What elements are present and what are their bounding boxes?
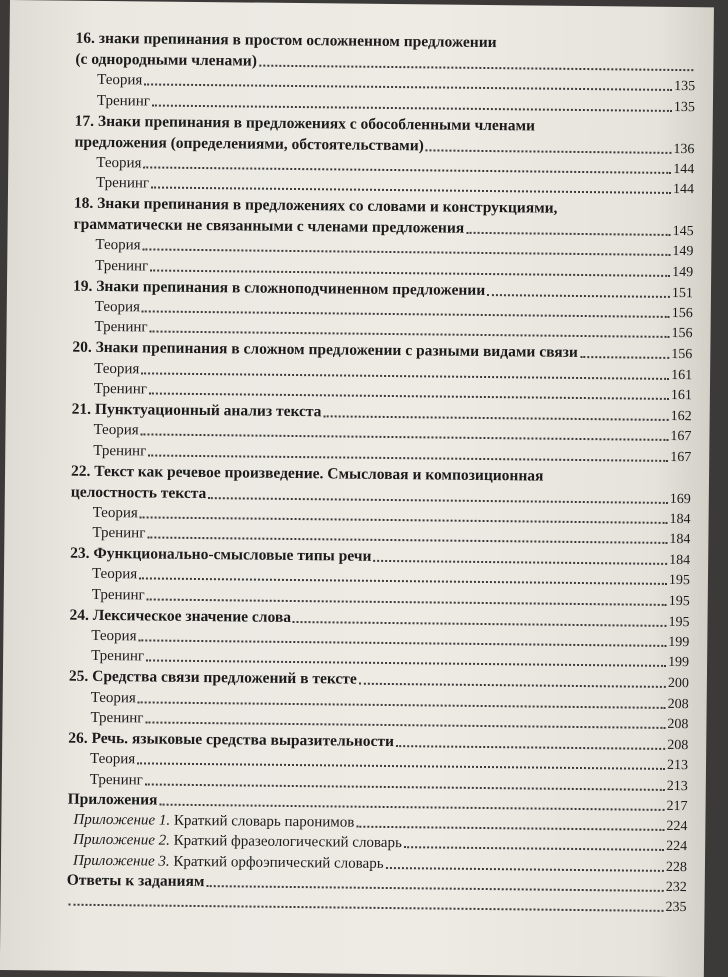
page-number: 151 bbox=[671, 285, 694, 301]
dot-leader bbox=[373, 560, 667, 565]
page-number: 135 bbox=[674, 79, 696, 95]
toc-chapter-title: 18. Знаки препинания в предложениях со словами и конструкциями, bbox=[73, 194, 558, 217]
page-number: 156 bbox=[671, 326, 693, 342]
toc-chapter-title: 22. Текст как речевое произведение. Смысловая и композиционная bbox=[70, 462, 544, 485]
appendix-number: Приложение 1. bbox=[73, 811, 171, 829]
page-number: 167 bbox=[670, 429, 692, 445]
page-number: 195 bbox=[668, 593, 690, 609]
page-number: 199 bbox=[668, 655, 690, 671]
page-number: 161 bbox=[670, 387, 692, 404]
toc-subsection-title: Теория bbox=[94, 360, 140, 378]
page-number: 136 bbox=[673, 141, 695, 157]
toc-subsection-title: Теория bbox=[97, 72, 143, 89]
dot-leader bbox=[386, 867, 664, 872]
toc-subsection-title: Тренинг bbox=[93, 442, 147, 460]
toc-subsection-title: Теория bbox=[91, 627, 137, 645]
appendix-number: Приложение 2. bbox=[73, 832, 170, 850]
toc-subsection-title: Теория bbox=[93, 422, 139, 439]
toc-subsection-title: Теория bbox=[94, 298, 141, 316]
dot-leader bbox=[580, 356, 670, 359]
toc-subsection-title: Тренинг bbox=[96, 92, 151, 110]
page-number: 149 bbox=[672, 264, 694, 280]
page-number: 145 bbox=[672, 224, 694, 240]
page-number: 195 bbox=[668, 614, 690, 630]
page-number: 144 bbox=[672, 182, 695, 198]
page-number: 162 bbox=[670, 408, 692, 425]
toc-section-title: Ответы к заданиям bbox=[66, 871, 205, 891]
toc-subsection-title: Тренинг bbox=[95, 257, 149, 275]
toc-subsection-title: Тренинг bbox=[90, 709, 144, 727]
toc-chapter-title: целостность текста bbox=[70, 483, 207, 502]
page-number: 195 bbox=[668, 573, 691, 589]
toc-chapter-title: предложения (определениями, обстоятельствами) bbox=[74, 133, 424, 154]
dot-leader bbox=[487, 294, 670, 298]
page-number: 213 bbox=[666, 778, 688, 794]
dot-leader bbox=[359, 683, 666, 688]
page-number: 224 bbox=[666, 819, 688, 835]
page-number: 208 bbox=[667, 696, 689, 712]
toc-chapter-title: 25. Средства связи предложений в тексте bbox=[68, 667, 357, 689]
dot-leader bbox=[404, 847, 664, 852]
dot-leader bbox=[426, 149, 672, 154]
dot-leader bbox=[293, 621, 667, 627]
page-number: 135 bbox=[673, 99, 695, 115]
toc-chapter-title: 20. Знаки препинания в сложном предложении с разными видами связи bbox=[72, 339, 578, 362]
page-number: 199 bbox=[668, 634, 690, 651]
dot-leader bbox=[259, 65, 693, 72]
toc-chapter-title: грамматически не связанными с членами предложения bbox=[73, 215, 465, 237]
page-number: 228 bbox=[665, 859, 688, 875]
toc-subsection-title: Тренинг bbox=[91, 586, 145, 604]
dot-leader bbox=[466, 232, 670, 236]
appendix-name: Краткий словарь паронимов bbox=[173, 812, 355, 831]
page-number: 235 bbox=[665, 900, 687, 916]
toc-subsection-title: Тренинг bbox=[93, 380, 147, 398]
toc-subsection-title: Теория bbox=[90, 689, 136, 706]
page-number: 208 bbox=[667, 737, 689, 754]
toc-subsection-title: Тренинг bbox=[91, 648, 145, 665]
toc-subsection-title: Тренинг bbox=[92, 525, 146, 542]
dot-leader bbox=[69, 904, 664, 912]
toc-chapter-title: 16. знаки препинания в простом осложненном предложении bbox=[75, 29, 497, 52]
toc-chapter-title: 19. Знаки препинания в сложноподчиненном предложении bbox=[72, 277, 486, 299]
appendix-number: Приложение 3. bbox=[72, 852, 170, 870]
table-of-contents bbox=[66, 27, 695, 917]
toc-subsection-title: Тренинг bbox=[94, 319, 148, 336]
appendix-name: Краткий орфоэпический словарь bbox=[173, 853, 384, 872]
page-number: 184 bbox=[669, 553, 691, 569]
dot-leader bbox=[396, 745, 665, 750]
page-number: 224 bbox=[666, 839, 688, 855]
toc-chapter-title: (с однородными членами) bbox=[75, 50, 258, 70]
toc-chapter-title: 26. Речь. языковые средства выразительности bbox=[68, 729, 395, 750]
page-number: 217 bbox=[666, 798, 688, 814]
toc-subsection-title: Тренинг bbox=[96, 175, 150, 192]
toc-subsection-title: Теория bbox=[96, 154, 142, 172]
page-number: 161 bbox=[671, 367, 693, 383]
page-number: 149 bbox=[672, 244, 694, 260]
toc-section-title: Приложения bbox=[67, 790, 158, 809]
toc-chapter-title: 24. Лексическое значение слова bbox=[69, 606, 292, 626]
toc-subsection-title: Теория bbox=[89, 751, 136, 768]
page-number: 167 bbox=[670, 449, 692, 465]
page-number: 169 bbox=[669, 491, 691, 507]
dot-leader bbox=[323, 415, 668, 421]
page-number: 156 bbox=[671, 347, 693, 363]
toc-subsection-title: Теория bbox=[92, 504, 138, 522]
page-number: 184 bbox=[669, 532, 691, 548]
page-number: 213 bbox=[666, 758, 689, 774]
page-number: 208 bbox=[667, 716, 689, 733]
toc-chapter-title: 17. Знаки препинания в предложениях с обособленными членами bbox=[74, 112, 536, 135]
page-number: 184 bbox=[669, 511, 691, 528]
dot-leader bbox=[356, 826, 664, 831]
page-number: 200 bbox=[667, 676, 689, 692]
appendix-name: Краткий фразеологический словарь bbox=[173, 833, 402, 852]
page-number: 232 bbox=[665, 879, 687, 896]
page-number: 156 bbox=[671, 306, 693, 322]
toc-chapter-title: 23. Функционально-смысловые типы речи bbox=[70, 544, 372, 565]
toc-subsection-title: Теория bbox=[91, 566, 138, 583]
page-number: 144 bbox=[673, 161, 695, 178]
toc-chapter-title: 21. Пунктуационный анализ текста bbox=[71, 400, 322, 421]
toc-subsection-title: Тренинг bbox=[89, 771, 143, 788]
toc-subsection-title: Теория bbox=[95, 237, 141, 254]
